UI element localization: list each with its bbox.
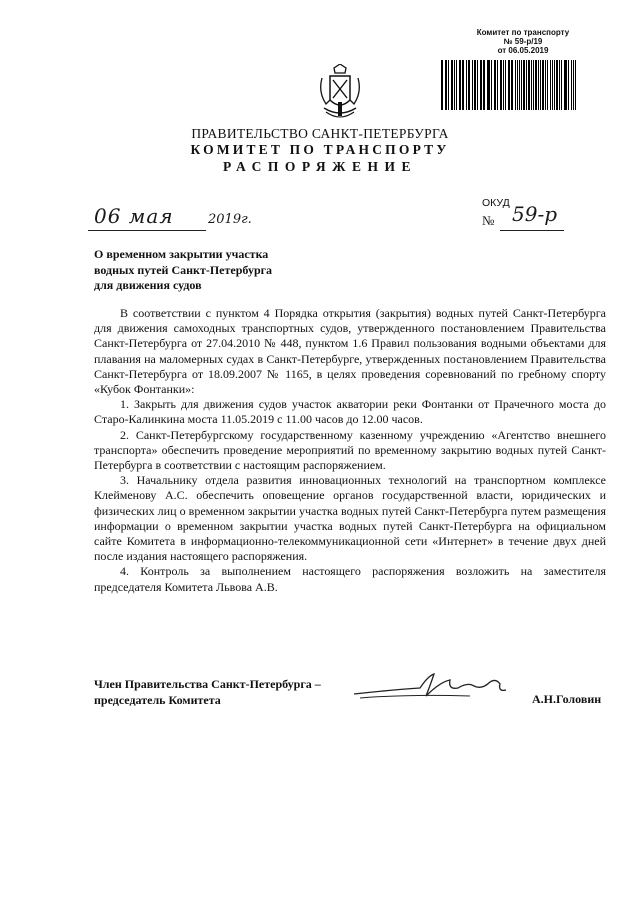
barcode-bar [460, 60, 461, 110]
barcode-bar [556, 60, 558, 110]
subject-line: О временном закрытии участка [94, 247, 269, 261]
barcode-bar [533, 60, 534, 110]
barcode-bar [517, 60, 518, 110]
barcode-bar [488, 60, 490, 110]
barcode-bar [571, 60, 572, 110]
committee-title: КОМИТЕТ ПО ТРАНСПОРТУ [190, 142, 450, 157]
barcode-bar [550, 60, 551, 110]
clause-paragraph: 2. Санкт-Петербургскому государственному казенному учреждению «Агентство внешнего транспорта» обеспечить проведение мероприятий по временному закрытию водных путей Санкт-Петербурга в соответствии с настоящим распоряжением. [94, 427, 606, 473]
subject-line: водных путей Санкт-Петербурга [94, 262, 273, 277]
barcode-bar [466, 60, 467, 110]
signatory-title-line: Член Правительства Санкт-Петербурга – [94, 677, 321, 691]
barcode-bar [441, 60, 443, 110]
barcode-bar [531, 60, 532, 110]
barcode-bar [519, 60, 520, 110]
barcode-bar [474, 60, 476, 110]
barcode-bar [564, 60, 565, 110]
barcode-bar [472, 60, 473, 110]
barcode-bar [535, 60, 537, 110]
handwritten-signature [350, 668, 520, 704]
barcode [441, 60, 578, 110]
signatory-title [94, 676, 321, 708]
barcode-bar [547, 60, 548, 110]
subject-line: для движения судов [94, 278, 202, 292]
barcode-bar [446, 60, 447, 110]
coat-of-arms-icon [318, 64, 362, 124]
barcode-bar [459, 60, 460, 110]
year: 2019г. [208, 212, 252, 227]
barcode-bar [565, 60, 566, 110]
stamp-date: от 06.05.2019 [497, 46, 549, 55]
signatory-title-line: председатель Комитета [94, 693, 221, 707]
barcode-bar [491, 60, 492, 110]
clause-paragraph: 4. Контроль за выполнением настоящего распоряжения возложить на заместителя председателя Комитета Львова А.В. [94, 564, 606, 594]
barcode-bar [494, 60, 495, 110]
barcode-bar [554, 60, 555, 110]
signatory-name: А.Н.Головин [532, 692, 602, 706]
stamp-org: Комитет по транспорту [476, 28, 570, 37]
barcode-bar [448, 60, 449, 110]
barcode-bar [526, 60, 527, 110]
handwritten-date: 06 мая [94, 204, 174, 228]
barcode-bar [561, 60, 562, 110]
barcode-bar [469, 60, 470, 110]
preamble-paragraph: В соответствии с пунктом 4 Порядка открытия (закрытия) водных путей Санкт-Петербурга для движения самоходных транспортных судов, утвержденного постановлением Правительства Санкт-Петербурга от 27.04.2010 № 448, пунктом 1.6 Правил пользования водными объектами для плавания на маломерных судах в Санкт-Петербурге, утвержденных постановлением Правительства Санкт-Петербурга от 18.09.2007 № 1165, в целях проведения соревнований по гребному спорту «Кубок Фонтанки»: [94, 306, 606, 397]
barcode-bar [477, 60, 478, 110]
barcode-bar [521, 60, 522, 110]
registration-stamp [468, 28, 578, 55]
barcode-bar [503, 60, 504, 110]
barcode-bar [451, 60, 453, 110]
barcode-bar [568, 60, 570, 110]
document-type: РАСПОРЯЖЕНИЕ [222, 159, 418, 174]
barcode-bar [511, 60, 513, 110]
barcode-bar [468, 60, 469, 110]
barcode-bar [462, 60, 464, 110]
barcode-bar [523, 60, 525, 110]
government-title: ПРАВИТЕЛЬСТВО САНКТ-ПЕТЕРБУРГА [191, 126, 449, 141]
barcode-bar [456, 60, 457, 110]
handwritten-number: 59-р [512, 202, 558, 226]
barcode-bar [454, 60, 455, 110]
barcode-bar [497, 60, 498, 110]
barcode-bar [445, 60, 446, 110]
barcode-bar [495, 60, 496, 110]
barcode-bar [509, 60, 510, 110]
barcode-bar [505, 60, 506, 110]
barcode-bar [500, 60, 502, 110]
barcode-bar [515, 60, 516, 110]
barcode-bar [538, 60, 539, 110]
barcode-bar [528, 60, 529, 110]
barcode-bar [552, 60, 553, 110]
clause-paragraph: 1. Закрыть для движения судов участок акватории реки Фонтанки от Прачечного моста до Старо-Калинкина моста 11.05.2019 с 11.00 часов до 12.00 часов. [94, 397, 606, 427]
okud-label: ОКУД [482, 197, 510, 209]
stamp-number: № 59-р/19 [503, 37, 543, 46]
barcode-bar [575, 60, 576, 110]
barcode-bar [573, 60, 574, 110]
barcode-bar [480, 60, 481, 110]
barcode-bar [545, 60, 547, 110]
barcode-bar [508, 60, 509, 110]
barcode-bar [540, 60, 541, 110]
number-label: № [482, 213, 495, 228]
barcode-bar [483, 60, 484, 110]
barcode-bar [542, 60, 543, 110]
barcode-bar [481, 60, 482, 110]
clause-paragraph: 3. Начальнику отдела развития инновационных технологий на транспортном комплексе Клейменову А.С. обеспечить оповещение органов государственной власти, юридических и физических лиц о временном закрытии участка водных путей Санкт-Петербурга путем размещения информации о временном закрытии участка водных путей Санкт-Петербурга на официальном сайте Комитета в информационно-телекоммуникационной сети «Интернет» в течение двух дней после издания настоящего распоряжения. [94, 473, 606, 564]
document-body [94, 306, 606, 595]
barcode-bar [559, 60, 560, 110]
document-subject [94, 247, 272, 294]
barcode-bar [487, 60, 488, 110]
